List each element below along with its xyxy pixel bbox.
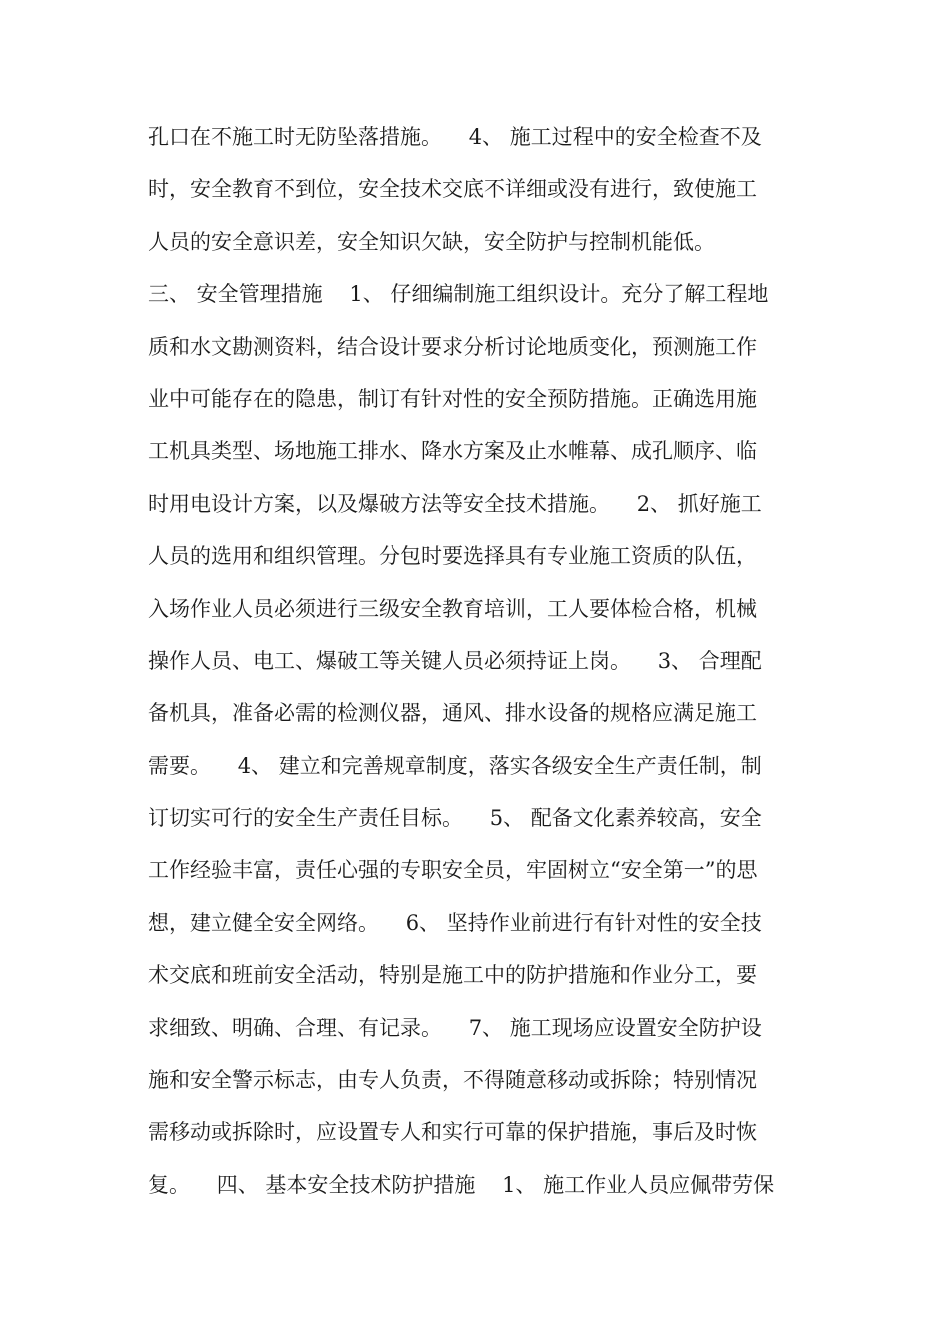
text-line: 求细致、明确、合理、有记录。 7、 施工现场应设置安全防护设 xyxy=(148,1015,762,1040)
text-line: 业中可能存在的隐患，制订有针对性的安全预防措施。正确选用施 xyxy=(148,386,757,411)
text-line: 需要。 4、 建立和完善规章制度，落实各级安全生产责任制，制 xyxy=(148,753,762,778)
text-line: 需移动或拆除时，应设置专人和实行可靠的保护措施，事后及时恢 xyxy=(148,1120,757,1145)
text-line: 时，安全教育不到位，安全技术交底不详细或没有进行，致使施工 xyxy=(148,177,757,202)
text-line: 入场作业人员必须进行三级安全教育培训，工人要体检合格，机械 xyxy=(148,596,757,621)
text-line: 工作经验丰富，责任心强的专职安全员，牢固树立“安全第一”的思 xyxy=(148,858,758,883)
text-line: 三、 安全管理措施 1、 仔细编制施工组织设计。充分了解工程地 xyxy=(148,282,769,307)
text-line: 复。 四、 基本安全技术防护措施 1、 施工作业人员应佩带劳保 xyxy=(148,1172,775,1197)
text-line: 人员的选用和组织管理。分包时要选择具有专业施工资质的队伍， xyxy=(148,544,757,569)
text-line: 备机具，准备必需的检测仪器，通风、排水设备的规格应满足施工 xyxy=(148,701,757,726)
text-line: 质和水文勘测资料，结合设计要求分析讨论地质变化，预测施工作 xyxy=(148,334,757,359)
text-line: 时用电设计方案，以及爆破方法等安全技术措施。 2、 抓好施工 xyxy=(148,491,762,516)
text-line: 施和安全警示标志，由专人负责，不得随意移动或拆除；特别情况 xyxy=(148,1068,757,1093)
body-text xyxy=(148,117,808,1217)
text-line: 孔口在不施工时无防坠落措施。 4、 施工过程中的安全检查不及 xyxy=(148,125,762,149)
text-line: 操作人员、电工、爆破工等关键人员必须持证上岗。 3、 合理配 xyxy=(148,648,762,673)
text-line: 订切实可行的安全生产责任目标。 5、 配备文化素养较高，安全 xyxy=(148,806,762,831)
text-line: 术交底和班前安全活动，特别是施工中的防护措施和作业分工，要 xyxy=(148,963,757,988)
text-line: 工机具类型、场地施工排水、降水方案及止水帷幕、成孔顺序、临 xyxy=(148,439,757,464)
text-line: 人员的安全意识差，安全知识欠缺，安全防护与控制机能低。 xyxy=(148,229,715,254)
text-line: 想，建立健全安全网络。 6、 坚持作业前进行有针对性的安全技 xyxy=(148,910,762,935)
